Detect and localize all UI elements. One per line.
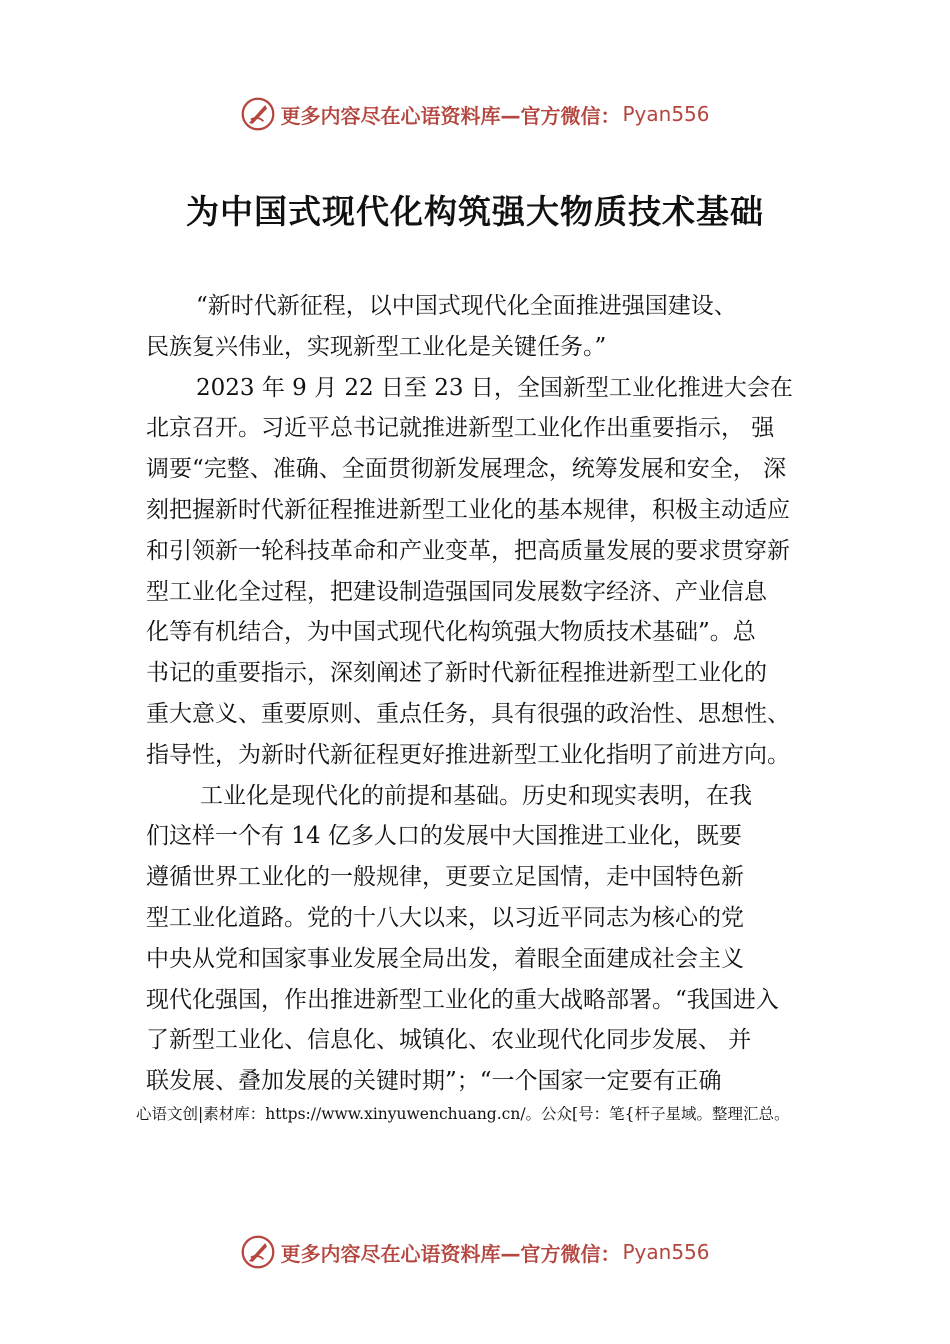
quill-logo-icon — [240, 96, 276, 132]
text-line: 和引领新一轮科技革命和产业变革，把高质量发展的要求贯穿新 — [146, 537, 790, 564]
text-line: 们这样一个有 14 亿多人口的发展中大国推进工业化，既要 — [146, 823, 742, 850]
article-body — [146, 286, 846, 1102]
text-line: 化等有机结合，为中国式现代化构筑强大物质技术基础”。总 — [146, 619, 756, 646]
text-line: 2023 年 9 月 22 日至 23 日，全国新型工业化推进大会在 — [196, 374, 793, 401]
banner-text: 更多内容尽在心语资料库—官方微信： — [280, 103, 621, 128]
text-line: “新时代新征程，以中国式现代化全面推进强国建设、 — [196, 293, 737, 319]
banner-text: 更多内容尽在心语资料库—官方微信： — [280, 1241, 621, 1266]
text-line: 调要“完整、准确、全面贯彻新发展理念，统筹发展和安全， 深 — [146, 456, 787, 483]
text-line: 联发展、叠加发展的关键时期”；“一个国家一定要有正确 — [146, 1068, 722, 1095]
text-line: 重大意义、重要原则、重点任务，具有很强的政治性、思想性、 — [146, 700, 790, 727]
banner-wechat-id: Pyan556 — [622, 1240, 710, 1264]
footer-banner — [0, 1232, 950, 1272]
text-line: 遵循世界工业化的一般规律，更要立足国情，走中国特色新 — [146, 864, 744, 891]
text-line: 型工业化道路。党的十八大以来，以习近平同志为核心的党 — [146, 904, 744, 931]
text-line: 型工业化全过程，把建设制造强国同发展数字经济、产业信息 — [146, 578, 767, 605]
text-line: 现代化强国，作出推进新型工业化的重大战略部署。“我国进入 — [146, 986, 779, 1013]
text-line: 了新型工业化、信息化、城镇化、农业现代化同步发展、 并 — [146, 1027, 752, 1054]
text-line: 指导性，为新时代新征程更好推进新型工业化指明了前进方向。 — [146, 741, 790, 768]
text-line: 民族复兴伟业，实现新型工业化是关键任务。” — [146, 333, 607, 360]
text-line: 刻把握新时代新征程推进新型工业化的基本规律，积极主动适应 — [146, 496, 790, 523]
text-line: 中央从党和国家事业发展全局出发，着眼全面建成社会主义 — [146, 945, 744, 972]
page-title: 为中国式现代化构筑强大物质技术基础 — [186, 192, 764, 231]
source-footnote: 心语文创|素材库：https://www.xinyuwenchuang.cn/。公众[号：笔{杆子星域。整理汇总。 — [136, 1105, 790, 1123]
text-line: 工业化是现代化的前提和基础。历史和现实表明，在我 — [200, 782, 752, 809]
text-line: 书记的重要指示，深刻阐述了新时代新征程推进新型工业化的 — [146, 660, 767, 687]
banner-wechat-id: Pyan556 — [622, 102, 710, 126]
text-line: 北京召开。习近平总书记就推进新型工业化作出重要指示， 强 — [146, 415, 775, 442]
header-banner — [0, 94, 950, 134]
quill-logo-icon — [240, 1234, 276, 1270]
